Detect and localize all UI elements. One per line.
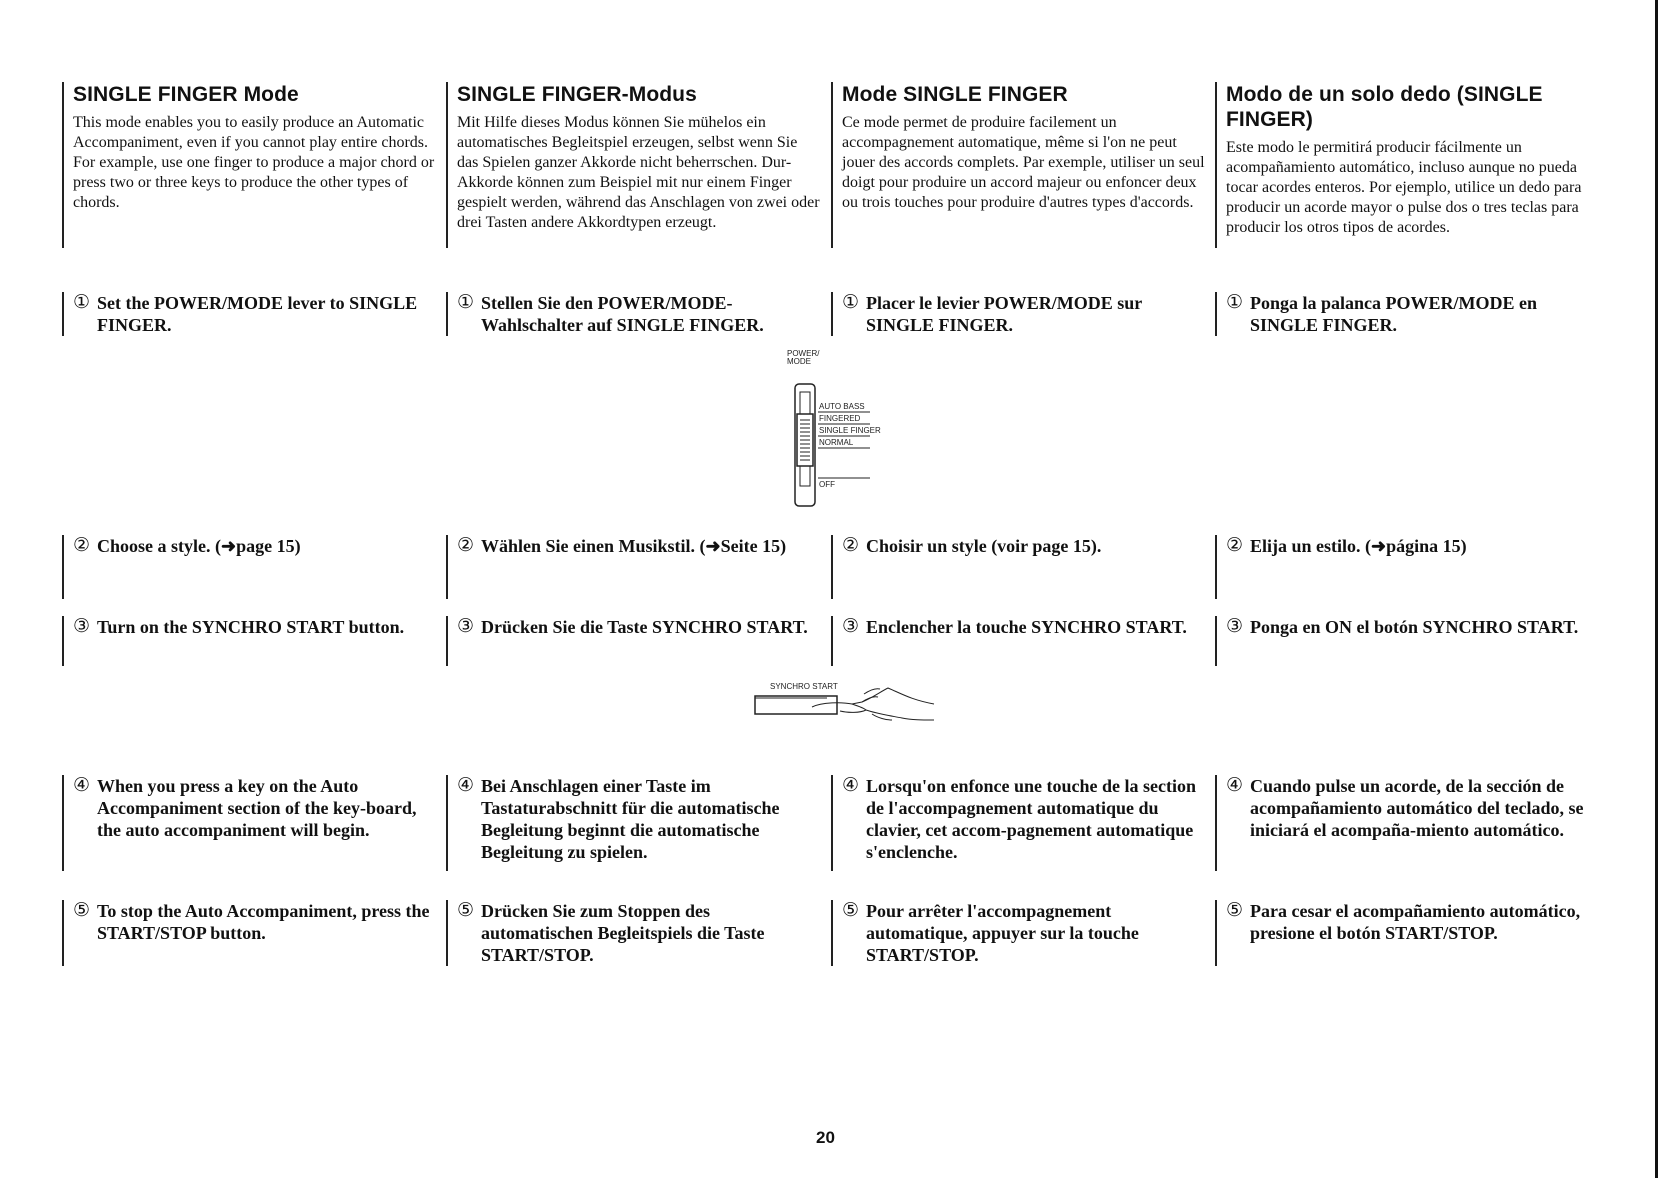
intro-block-german (446, 82, 822, 248)
step5-french (831, 900, 1207, 966)
switch-position-label: AUTO BASS (819, 402, 865, 411)
intro-block-english (62, 82, 438, 248)
step-number: ① (457, 292, 475, 313)
step-text: Elija un estilo. (➜página 15) (1250, 536, 1467, 556)
step3-french (831, 616, 1207, 666)
step-text: Turn on the SYNCHRO START button. (97, 617, 405, 637)
intro-text-german: Mit Hilfe dieses Modus können Sie mühelos ein automatisches Begleitspiel erzeugen, selbst wenn Sie das Spielen ganzer Akkorde nicht beherrschen. Dur-Akkorde können zum Beispiel mit nur einem Finger gespielt werden, während das Anschlagen von zwei oder drei Tasten andere Akkordtypen erzeugt. (457, 114, 820, 231)
step-text: Set the POWER/MODE lever to SINGLE FINGER. (97, 293, 418, 335)
step-number: ④ (73, 775, 91, 796)
step-number: ④ (457, 775, 475, 796)
step-text: Enclencher la touche SYNCHRO START. (866, 617, 1187, 637)
step-text: Wählen Sie einen Musikstil. (➜Seite 15) (481, 536, 787, 556)
step-text: Placer le levier POWER/MODE sur SINGLE FINGER. (866, 293, 1142, 335)
intro-text-english: This mode enables you to easily produce an Automatic Accompaniment, even if you cannot play entire chords. For example, use one finger to produce a major chord or press two or three keys to produce the other types of chords. (73, 114, 435, 211)
step2-english (62, 535, 438, 599)
intro-text-spanish: Este modo le permitirá producir fácilmente un acompañamiento automático, incluso aunque no pueda tocar acordes enteros. Por ejemplo, utilice un dedo para producir un acorde mayor o pulse dos o tres teclas para producir los otros tipos de acordes. (1226, 139, 1582, 236)
step4-french (831, 775, 1207, 871)
heading-german: SINGLE FINGER-Modus (457, 83, 697, 106)
switch-position-label: NORMAL (819, 438, 854, 447)
step-number: ④ (842, 775, 860, 796)
step5-german (446, 900, 822, 966)
step-number: ⑤ (842, 900, 860, 921)
step-number: ③ (457, 616, 475, 637)
step-text: Drücken Sie zum Stoppen des automatischen Begleitspiels die Taste START/STOP. (481, 901, 765, 965)
switch-position-label: OFF (819, 480, 835, 489)
step-text: Pour arrêter l'accompagnement automatique, appuyer sur la touche START/STOP. (866, 901, 1139, 965)
step3-german (446, 616, 822, 666)
step2-french (831, 535, 1207, 599)
synchro-start-illustration (752, 680, 942, 736)
switch-position-label: SINGLE FINGER (819, 426, 881, 435)
step-number: ③ (1226, 616, 1244, 637)
step-number: ② (842, 535, 860, 556)
scan-edge-mark (1653, 0, 1658, 1178)
step-number: ⑤ (457, 900, 475, 921)
intro-block-french (831, 82, 1207, 248)
step4-spanish (1215, 775, 1591, 871)
switch-position-label: FINGERED (819, 414, 861, 423)
step1-english (62, 292, 438, 336)
heading-english: SINGLE FINGER Mode (73, 83, 299, 106)
step4-german (446, 775, 822, 871)
step4-english (62, 775, 438, 871)
intro-block-spanish (1215, 82, 1591, 248)
step5-spanish (1215, 900, 1591, 966)
step-text: Choisir un style (voir page 15). (866, 536, 1102, 556)
step3-english (62, 616, 438, 666)
step5-english (62, 900, 438, 966)
synchro-start-figure (752, 680, 942, 736)
step-text: Drücken Sie die Taste SYNCHRO START. (481, 617, 808, 637)
intro-text-french: Ce mode permet de produire facilement un accompagnement automatique, même si l'on ne peut jouer des accords complets. Par exemple, utiliser un seul doigt pour produire un accord majeur ou enfoncer deux ou trois touches pour produire d'autres types d'accords. (842, 114, 1205, 211)
step-text: To stop the Auto Accompaniment, press the START/STOP button. (97, 901, 430, 943)
step1-german (446, 292, 822, 336)
step-number: ② (1226, 535, 1244, 556)
page-number: 20 (816, 1128, 835, 1147)
step1-spanish (1215, 292, 1591, 336)
step1-french (831, 292, 1207, 336)
heading-spanish: Modo de un solo dedo (SINGLE FINGER) (1226, 83, 1543, 131)
step-text: Lorsqu'on enfonce une touche de la section de l'accompagnement automatique du clavier, cet accom-pagnement automatique s'enclenche. (866, 776, 1197, 862)
step-number: ③ (842, 616, 860, 637)
step-number: ① (1226, 292, 1244, 313)
step-number: ② (73, 535, 91, 556)
step-text: When you press a key on the Auto Accompaniment section of the key-board, the auto accompaniment will begin. (97, 776, 417, 840)
step-text: Para cesar el acompañamiento automático, presione el botón START/STOP. (1250, 901, 1581, 943)
synchro-start-label: SYNCHRO START (770, 682, 838, 691)
step2-spanish (1215, 535, 1591, 599)
step-number: ② (457, 535, 475, 556)
heading-french: Mode SINGLE FINGER (842, 83, 1068, 106)
step-text: Cuando pulse un acorde, de la sección de acompañamiento automático del teclado, se iniciará el acompaña-miento automático. (1250, 776, 1584, 840)
step-text: Ponga la palanca POWER/MODE en SINGLE FINGER. (1250, 293, 1538, 335)
step-number: ⑤ (1226, 900, 1244, 921)
step-text: Ponga en ON el botón SYNCHRO START. (1250, 617, 1579, 637)
step-number: ④ (1226, 775, 1244, 796)
step-text: Stellen Sie den POWER/MODE-Wahlschalter auf SINGLE FINGER. (481, 293, 764, 335)
step-number: ⑤ (73, 900, 91, 921)
power-mode-switch-figure (785, 350, 895, 510)
switch-title: POWER/ MODE (787, 349, 820, 366)
step2-german (446, 535, 822, 599)
step-text: Choose a style. (➜page 15) (97, 536, 301, 556)
step-text: Bei Anschlagen einer Taste im Tastaturabschnitt für die automatische Begleitung beginnt die automatische Begleitung zu spielen. (481, 776, 780, 862)
step-number: ③ (73, 616, 91, 637)
step-number: ① (842, 292, 860, 313)
step3-spanish (1215, 616, 1591, 666)
step-number: ① (73, 292, 91, 313)
